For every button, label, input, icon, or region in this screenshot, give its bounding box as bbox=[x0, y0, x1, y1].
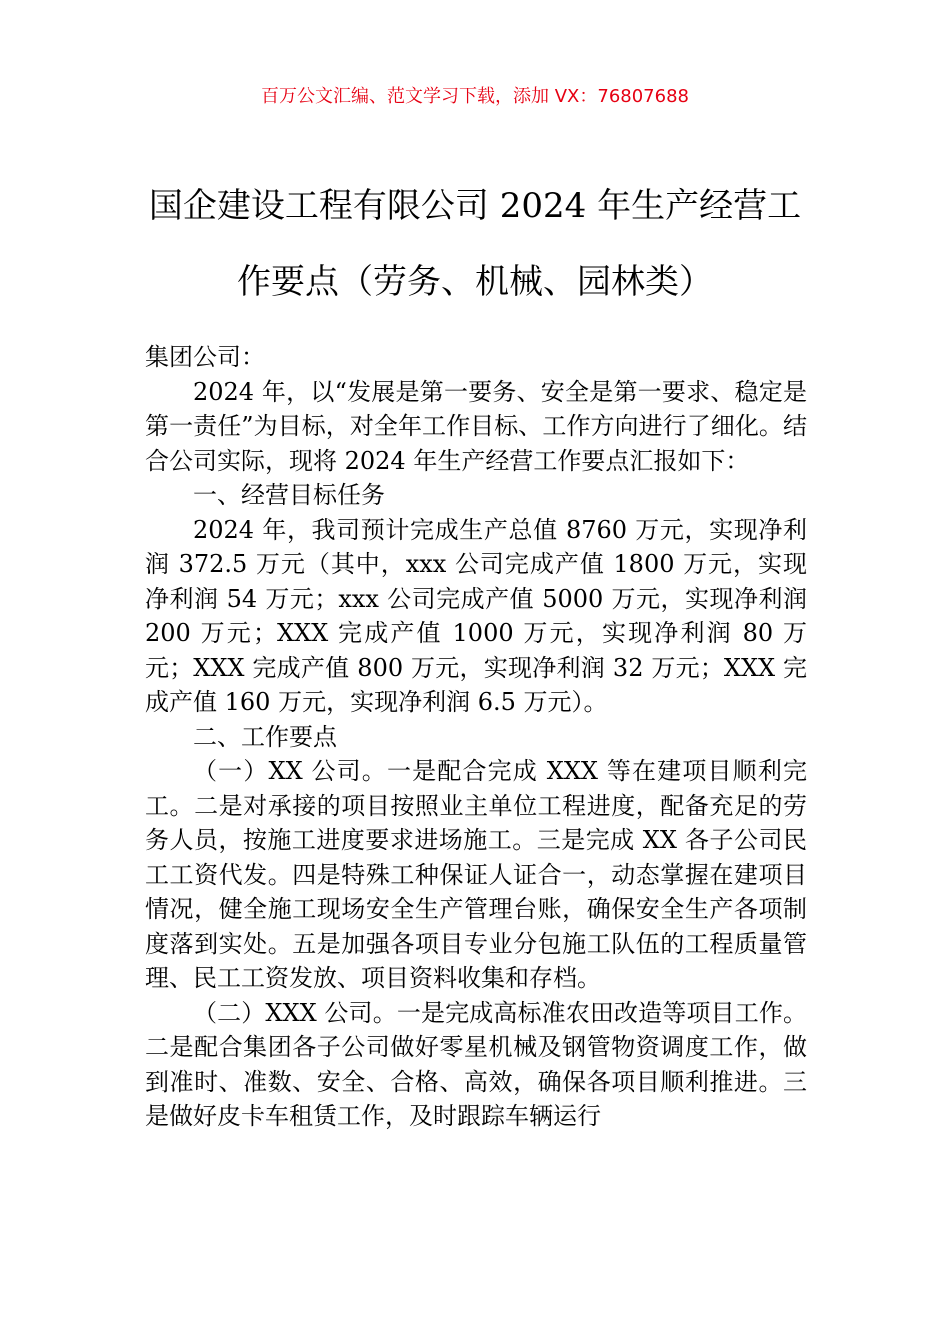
title-line-1: 国企建设工程有限公司 2024 年生产经营工 bbox=[148, 186, 802, 226]
document-title bbox=[140, 168, 810, 320]
work-point-1-paragraph: （一）XX 公司。一是配合完成 XXX 等在建项目顺利完工。二是对承接的项目按照业主单位工程进度，配备充足的劳务人员，按施工进度要求进场施工。三是完成 XX 各子公司民工工资代发。四是特殊工种保证人证合一，动态掌握在建项目情况，健全施工现场安全生产管理台账，确保安全生产各项制度落到实处。五是加强各项目专业分包施工队伍的工程质量管理、民工工资发放、项目资料收集和存档。 bbox=[145, 757, 807, 992]
section-heading-2: 二、工作要点 bbox=[193, 722, 337, 751]
title-line-2: 作要点（劳务、机械、园林类） bbox=[237, 262, 713, 302]
work-point-2-paragraph: （二）XXX 公司。一是完成高标准农田改造等项目工作。二是配合集团各子公司做好零星机械及钢管物资调度工作，做到准时、准数、安全、合格、高效，确保各项目顺利推进。三是做好皮卡车租赁工作，及时跟踪车辆运行 bbox=[145, 998, 807, 1130]
intro-paragraph: 2024 年，以“发展是第一要务、安全是第一要求、稳定是第一责任”为目标，对全年工作目标、工作方向进行了细化。结合公司实际，现将 2024 年生产经营工作要点汇报如下： bbox=[145, 377, 807, 475]
salutation: 集团公司： bbox=[145, 343, 265, 371]
header-note: 百万公文汇编、范文学习下载，添加 VX：76807688 bbox=[261, 86, 689, 107]
targets-paragraph: 2024 年，我司预计完成生产总值 8760 万元，实现净利润 372.5 万元（其中，xxx 公司完成产值 1800 万元，实现净利润 54 万元；xxx 公司完成产值 5000 万元，实现净利润 200 万元；XXX 完成产值 1000 万元，实现净利润 80 万元；XXX 完成产值 800 万元，实现净利润 32 万元；XXX 完成产值 160 万元，实现净利润 6.5 万元）。 bbox=[145, 515, 807, 716]
document-body bbox=[145, 340, 807, 1134]
section-heading-1: 一、经营目标任务 bbox=[193, 481, 385, 509]
